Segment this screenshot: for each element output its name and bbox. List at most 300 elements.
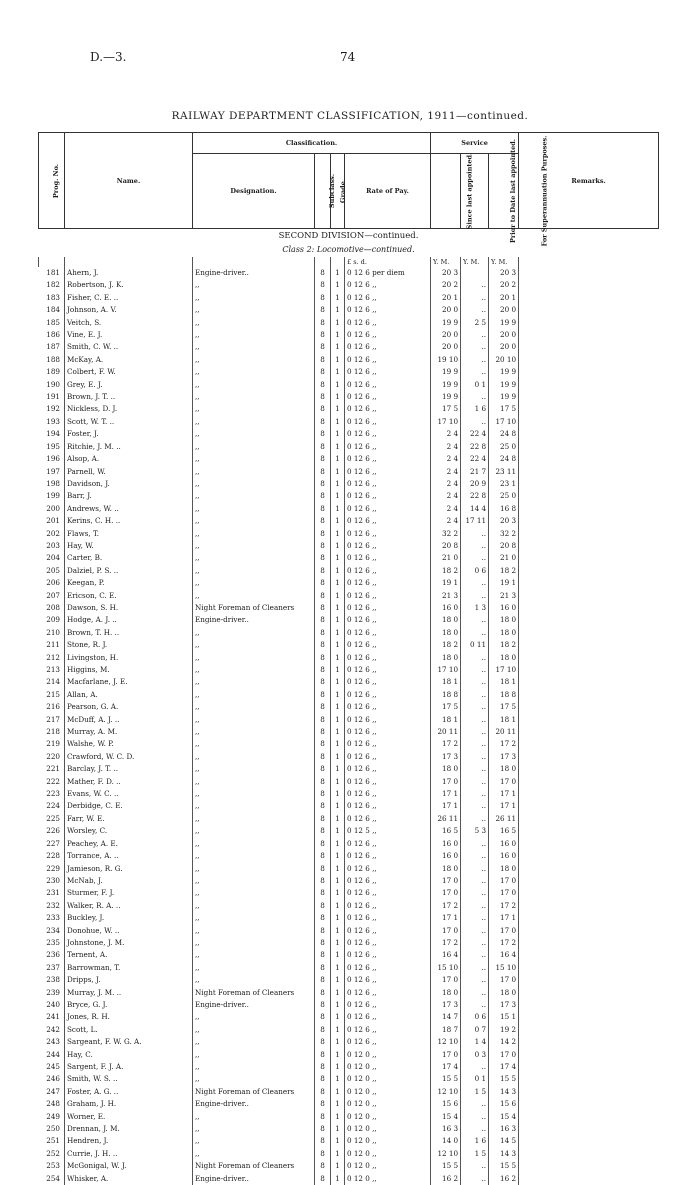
row-remarks xyxy=(519,776,659,788)
row-superannuation: 17 3 xyxy=(489,999,519,1011)
row-since-last: 17 0 xyxy=(431,887,461,899)
row-prior: .. xyxy=(461,726,489,738)
row-grade: 1 xyxy=(331,503,345,515)
row-prog-no: 214 xyxy=(46,677,60,687)
row-name: Vine, E. J. xyxy=(65,329,193,341)
row-prior: 0 1 xyxy=(461,1073,489,1085)
table-row xyxy=(39,900,659,912)
row-remarks xyxy=(519,974,659,986)
row-remarks xyxy=(519,652,659,664)
row-prior: .. xyxy=(461,614,489,626)
row-since-last: 20 0 xyxy=(431,304,461,316)
row-remarks xyxy=(519,701,659,713)
table-row xyxy=(39,1148,659,1160)
row-prior: .. xyxy=(461,962,489,974)
row-name: Ternent, A. xyxy=(65,949,193,961)
row-grade: 1 xyxy=(331,1061,345,1073)
row-prog-no: 206 xyxy=(46,578,60,588)
row-rate-of-pay: 0 12 6 ,, xyxy=(345,738,431,750)
row-prog-no: 245 xyxy=(46,1062,60,1071)
row-prog-no: 190 xyxy=(46,379,60,389)
row-remarks xyxy=(519,515,659,527)
row-subclass: 8 xyxy=(315,627,331,639)
row-grade: 1 xyxy=(331,887,345,899)
row-rate-of-pay: 0 12 6 ,, xyxy=(345,627,431,639)
row-prior: 2 5 xyxy=(461,317,489,329)
row-prog-no: 220 xyxy=(46,751,60,761)
row-rate-of-pay: 0 12 6 ,, xyxy=(345,1011,431,1023)
row-grade: 1 xyxy=(331,515,345,527)
table-row xyxy=(39,366,659,378)
table-row xyxy=(39,627,659,639)
row-grade: 1 xyxy=(331,478,345,490)
row-remarks xyxy=(519,751,659,763)
row-designation: ,, xyxy=(193,962,315,974)
row-rate-of-pay: 0 12 6 ,, xyxy=(345,776,431,788)
row-rate-of-pay: 0 12 6 ,, xyxy=(345,552,431,564)
row-since-last: 26 11 xyxy=(431,813,461,825)
row-designation: ,, xyxy=(193,751,315,763)
row-prog-no: 193 xyxy=(46,416,60,426)
row-grade: 1 xyxy=(331,354,345,366)
header-since-last: Since last appointed. xyxy=(431,154,461,229)
row-prior: 5 3 xyxy=(461,825,489,837)
table-row xyxy=(39,676,659,688)
row-prog-no: 192 xyxy=(46,404,60,414)
row-superannuation: 17 10 xyxy=(489,416,519,428)
row-superannuation: 15 5 xyxy=(489,1160,519,1172)
table-row xyxy=(39,614,659,626)
row-remarks xyxy=(519,949,659,961)
row-rate-of-pay: 0 12 6 ,, xyxy=(345,714,431,726)
row-name: Jamieson, R. G. xyxy=(65,863,193,875)
table-row xyxy=(39,1049,659,1061)
header-rate-of-pay: Rate of Pay. xyxy=(345,154,431,229)
row-prior: 1 3 xyxy=(461,602,489,614)
row-remarks xyxy=(519,1111,659,1123)
row-superannuation: 25 0 xyxy=(489,441,519,453)
row-subclass: 8 xyxy=(315,528,331,540)
row-rate-of-pay: 0 12 6 ,, xyxy=(345,652,431,664)
row-since-last: 20 3 xyxy=(431,267,461,279)
row-remarks xyxy=(519,1024,659,1036)
row-remarks xyxy=(519,391,659,403)
table-row xyxy=(39,1024,659,1036)
table-row xyxy=(39,664,659,676)
table-row xyxy=(39,441,659,453)
row-name: Barclay, J. T. .. xyxy=(65,763,193,775)
row-grade: 1 xyxy=(331,1160,345,1172)
row-subclass: 8 xyxy=(315,279,331,291)
row-remarks xyxy=(519,1011,659,1023)
table-row xyxy=(39,602,659,614)
row-prog-no: 249 xyxy=(46,1111,60,1121)
row-prog-no: 184 xyxy=(46,305,60,315)
row-name: Derbidge, C. E. xyxy=(65,800,193,812)
row-superannuation: 14 3 xyxy=(489,1086,519,1098)
row-prior: 21 7 xyxy=(461,466,489,478)
row-designation: ,, xyxy=(193,664,315,676)
table-row xyxy=(39,763,659,775)
row-remarks xyxy=(519,900,659,912)
row-superannuation: 18 1 xyxy=(489,714,519,726)
row-since-last: 19 9 xyxy=(431,391,461,403)
table-row xyxy=(39,987,659,999)
units-pay: £ s. d. xyxy=(345,257,431,267)
row-subclass: 8 xyxy=(315,751,331,763)
row-grade: 1 xyxy=(331,1148,345,1160)
row-rate-of-pay: 0 12 0 ,, xyxy=(345,1086,431,1098)
table-row xyxy=(39,800,659,812)
row-remarks xyxy=(519,366,659,378)
row-rate-of-pay: 0 12 6 per diem xyxy=(345,267,431,279)
row-name: Grey, E. J. xyxy=(65,379,193,391)
row-grade: 1 xyxy=(331,949,345,961)
row-prior: .. xyxy=(461,738,489,750)
row-subclass: 8 xyxy=(315,639,331,651)
row-since-last: 17 3 xyxy=(431,751,461,763)
row-rate-of-pay: 0 12 6 ,, xyxy=(345,813,431,825)
row-prior: .. xyxy=(461,552,489,564)
row-superannuation: 20 10 xyxy=(489,354,519,366)
row-grade: 1 xyxy=(331,664,345,676)
row-subclass: 8 xyxy=(315,1135,331,1147)
row-since-last: 17 1 xyxy=(431,912,461,924)
row-rate-of-pay: 0 12 6 ,, xyxy=(345,925,431,937)
row-subclass: 8 xyxy=(315,341,331,353)
row-name: McKay, A. xyxy=(65,354,193,366)
row-prog-no: 254 xyxy=(46,1173,60,1183)
row-prior: .. xyxy=(461,391,489,403)
header-classification: Classification. xyxy=(193,133,431,154)
row-subclass: 8 xyxy=(315,974,331,986)
row-subclass: 8 xyxy=(315,726,331,738)
row-remarks xyxy=(519,875,659,887)
table-row xyxy=(39,540,659,552)
row-name: Smith, C. W. .. xyxy=(65,341,193,353)
row-prog-no: 244 xyxy=(46,1049,60,1059)
row-designation: ,, xyxy=(193,528,315,540)
row-prior: .. xyxy=(461,590,489,602)
row-prior: .. xyxy=(461,416,489,428)
row-remarks xyxy=(519,763,659,775)
row-designation: ,, xyxy=(193,726,315,738)
table-row xyxy=(39,937,659,949)
row-since-last: 16 4 xyxy=(431,949,461,961)
row-superannuation: 20 8 xyxy=(489,540,519,552)
table-row xyxy=(39,466,659,478)
row-remarks xyxy=(519,1086,659,1098)
row-superannuation: 17 5 xyxy=(489,403,519,415)
row-name: Murray, J. M. .. xyxy=(65,987,193,999)
table-row xyxy=(39,391,659,403)
row-superannuation: 17 2 xyxy=(489,937,519,949)
header-remarks: Remarks. xyxy=(519,133,659,229)
row-superannuation: 16 2 xyxy=(489,1173,519,1185)
row-subclass: 8 xyxy=(315,664,331,676)
row-since-last: 17 5 xyxy=(431,403,461,415)
table-row xyxy=(39,652,659,664)
row-designation: Engine-driver.. xyxy=(193,614,315,626)
row-name: Alsop, A. xyxy=(65,453,193,465)
row-remarks xyxy=(519,267,659,279)
row-name: Hendren, J. xyxy=(65,1135,193,1147)
row-prog-no: 238 xyxy=(46,975,60,985)
row-prog-no: 230 xyxy=(46,875,60,885)
row-superannuation: 17 2 xyxy=(489,738,519,750)
row-superannuation: 16 0 xyxy=(489,838,519,850)
row-since-last: 15 5 xyxy=(431,1160,461,1172)
table-row xyxy=(39,1086,659,1098)
row-grade: 1 xyxy=(331,701,345,713)
row-remarks xyxy=(519,453,659,465)
row-name: Graham, J. H. xyxy=(65,1098,193,1110)
row-prior: .. xyxy=(461,987,489,999)
row-subclass: 8 xyxy=(315,304,331,316)
row-prior: .. xyxy=(461,689,489,701)
row-since-last: 12 10 xyxy=(431,1036,461,1048)
row-designation: ,, xyxy=(193,466,315,478)
row-prior: .. xyxy=(461,577,489,589)
row-grade: 1 xyxy=(331,441,345,453)
row-name: Barr, J. xyxy=(65,490,193,502)
row-designation: ,, xyxy=(193,1073,315,1085)
row-prog-no: 207 xyxy=(46,590,60,600)
row-remarks xyxy=(519,714,659,726)
row-superannuation: 15 6 xyxy=(489,1098,519,1110)
row-superannuation: 21 3 xyxy=(489,590,519,602)
row-prog-no: 210 xyxy=(46,627,60,637)
row-superannuation: 14 5 xyxy=(489,1135,519,1147)
row-rate-of-pay: 0 12 6 ,, xyxy=(345,403,431,415)
row-superannuation: 17 4 xyxy=(489,1061,519,1073)
row-rate-of-pay: 0 12 6 ,, xyxy=(345,565,431,577)
table-row xyxy=(39,503,659,515)
row-rate-of-pay: 0 12 6 ,, xyxy=(345,900,431,912)
row-name: Foster, A. G. .. xyxy=(65,1086,193,1098)
row-since-last: 2 4 xyxy=(431,503,461,515)
row-prior: .. xyxy=(461,1123,489,1135)
row-name: Macfarlane, J. E. xyxy=(65,676,193,688)
section-heading: SECOND DIVISION—continued. xyxy=(278,231,419,241)
row-prog-no: 240 xyxy=(46,999,60,1009)
row-prior: .. xyxy=(461,1061,489,1073)
row-grade: 1 xyxy=(331,676,345,688)
row-remarks xyxy=(519,304,659,316)
row-grade: 1 xyxy=(331,1111,345,1123)
row-subclass: 8 xyxy=(315,850,331,862)
row-superannuation: 18 2 xyxy=(489,639,519,651)
row-subclass: 8 xyxy=(315,900,331,912)
row-grade: 1 xyxy=(331,714,345,726)
table-row xyxy=(39,1011,659,1023)
row-rate-of-pay: 0 12 6 ,, xyxy=(345,726,431,738)
row-designation: ,, xyxy=(193,1049,315,1061)
row-since-last: 17 1 xyxy=(431,788,461,800)
row-name: Peachey, A. E. xyxy=(65,838,193,850)
row-designation: ,, xyxy=(193,813,315,825)
table-row xyxy=(39,267,659,279)
row-since-last: 17 3 xyxy=(431,999,461,1011)
row-remarks xyxy=(519,540,659,552)
row-remarks xyxy=(519,329,659,341)
row-designation: ,, xyxy=(193,689,315,701)
row-grade: 1 xyxy=(331,317,345,329)
row-name: Keegan, P. xyxy=(65,577,193,589)
row-prog-no: 208 xyxy=(46,602,60,612)
row-prog-no: 181 xyxy=(46,268,60,277)
row-prior: .. xyxy=(461,875,489,887)
row-name: Crawford, W. C. D. xyxy=(65,751,193,763)
row-subclass: 8 xyxy=(315,925,331,937)
row-name: Scott, L. xyxy=(65,1024,193,1036)
row-remarks xyxy=(519,279,659,291)
table-row xyxy=(39,528,659,540)
row-subclass: 8 xyxy=(315,1148,331,1160)
row-prog-no: 205 xyxy=(46,565,60,575)
table-row xyxy=(39,1173,659,1185)
row-remarks xyxy=(519,937,659,949)
row-designation: ,, xyxy=(193,279,315,291)
row-prog-no: 233 xyxy=(46,913,60,923)
row-rate-of-pay: 0 12 6 ,, xyxy=(345,937,431,949)
table-row xyxy=(39,962,659,974)
row-prog-no: 231 xyxy=(46,888,60,898)
row-grade: 1 xyxy=(331,577,345,589)
row-remarks xyxy=(519,738,659,750)
row-rate-of-pay: 0 12 6 ,, xyxy=(345,863,431,875)
row-remarks xyxy=(519,1049,659,1061)
row-designation: ,, xyxy=(193,453,315,465)
row-since-last: 16 0 xyxy=(431,602,461,614)
row-remarks xyxy=(519,528,659,540)
row-subclass: 8 xyxy=(315,614,331,626)
table-row xyxy=(39,1123,659,1135)
row-superannuation: 17 3 xyxy=(489,751,519,763)
row-rate-of-pay: 0 12 6 ,, xyxy=(345,751,431,763)
row-subclass: 8 xyxy=(315,776,331,788)
row-superannuation: 16 5 xyxy=(489,825,519,837)
row-designation: ,, xyxy=(193,701,315,713)
table-row xyxy=(39,577,659,589)
row-prior: .. xyxy=(461,974,489,986)
row-prior: .. xyxy=(461,329,489,341)
row-prog-no: 222 xyxy=(46,776,60,786)
row-grade: 1 xyxy=(331,267,345,279)
row-grade: 1 xyxy=(331,813,345,825)
row-subclass: 8 xyxy=(315,416,331,428)
row-subclass: 8 xyxy=(315,887,331,899)
row-grade: 1 xyxy=(331,925,345,937)
row-rate-of-pay: 0 12 6 ,, xyxy=(345,1036,431,1048)
row-prior: .. xyxy=(461,937,489,949)
row-name: Worsley, C. xyxy=(65,825,193,837)
row-grade: 1 xyxy=(331,1049,345,1061)
table-row xyxy=(39,863,659,875)
table-row xyxy=(39,453,659,465)
row-grade: 1 xyxy=(331,999,345,1011)
row-rate-of-pay: 0 12 6 ,, xyxy=(345,466,431,478)
row-grade: 1 xyxy=(331,726,345,738)
row-name: Scott, W. T. .. xyxy=(65,416,193,428)
row-rate-of-pay: 0 12 0 ,, xyxy=(345,1073,431,1085)
row-prog-no: 191 xyxy=(46,392,60,402)
row-designation: ,, xyxy=(193,974,315,986)
row-remarks xyxy=(519,788,659,800)
row-superannuation: 17 10 xyxy=(489,664,519,676)
row-since-last: 19 10 xyxy=(431,354,461,366)
row-since-last: 17 10 xyxy=(431,416,461,428)
row-subclass: 8 xyxy=(315,267,331,279)
row-since-last: 16 3 xyxy=(431,1123,461,1135)
row-remarks xyxy=(519,466,659,478)
row-since-last: 18 0 xyxy=(431,863,461,875)
row-prior: 1 6 xyxy=(461,403,489,415)
row-designation: ,, xyxy=(193,354,315,366)
row-rate-of-pay: 0 12 6 ,, xyxy=(345,391,431,403)
row-prior xyxy=(461,267,489,279)
row-subclass: 8 xyxy=(315,366,331,378)
row-name: Johnson, A. V. xyxy=(65,304,193,316)
row-designation: ,, xyxy=(193,838,315,850)
row-grade: 1 xyxy=(331,416,345,428)
row-superannuation: 15 1 xyxy=(489,1011,519,1023)
row-subclass: 8 xyxy=(315,565,331,577)
row-superannuation: 17 2 xyxy=(489,900,519,912)
page-number: 74 xyxy=(340,50,356,64)
row-designation: Night Foreman of Cleaners xyxy=(193,987,315,999)
row-prog-no: 237 xyxy=(46,962,60,972)
row-designation: ,, xyxy=(193,949,315,961)
row-remarks xyxy=(519,887,659,899)
row-prior: .. xyxy=(461,304,489,316)
row-superannuation: 20 1 xyxy=(489,292,519,304)
row-since-last: 2 4 xyxy=(431,453,461,465)
row-subclass: 8 xyxy=(315,391,331,403)
row-rate-of-pay: 0 12 6 ,, xyxy=(345,701,431,713)
row-rate-of-pay: 0 12 6 ,, xyxy=(345,540,431,552)
row-superannuation: 16 8 xyxy=(489,503,519,515)
row-rate-of-pay: 0 12 6 ,, xyxy=(345,887,431,899)
row-grade: 1 xyxy=(331,304,345,316)
row-designation: ,, xyxy=(193,292,315,304)
row-prog-no: 212 xyxy=(46,652,60,662)
row-designation: ,, xyxy=(193,1024,315,1036)
row-designation: ,, xyxy=(193,441,315,453)
table-row xyxy=(39,590,659,602)
row-grade: 1 xyxy=(331,912,345,924)
row-since-last: 2 4 xyxy=(431,515,461,527)
row-since-last: 18 0 xyxy=(431,627,461,639)
row-rate-of-pay: 0 12 6 ,, xyxy=(345,602,431,614)
row-subclass: 8 xyxy=(315,875,331,887)
row-since-last: 2 4 xyxy=(431,428,461,440)
row-remarks xyxy=(519,999,659,1011)
row-grade: 1 xyxy=(331,1036,345,1048)
row-name: Flaws, T. xyxy=(65,528,193,540)
row-rate-of-pay: 0 12 6 ,, xyxy=(345,974,431,986)
row-grade: 1 xyxy=(331,1135,345,1147)
row-subclass: 8 xyxy=(315,1123,331,1135)
row-prog-no: 186 xyxy=(46,330,60,340)
row-since-last: 19 9 xyxy=(431,366,461,378)
row-since-last: 17 1 xyxy=(431,800,461,812)
row-designation: ,, xyxy=(193,515,315,527)
row-subclass: 8 xyxy=(315,1173,331,1185)
row-prior: 0 6 xyxy=(461,565,489,577)
row-superannuation: 16 3 xyxy=(489,1123,519,1135)
row-subclass: 8 xyxy=(315,515,331,527)
